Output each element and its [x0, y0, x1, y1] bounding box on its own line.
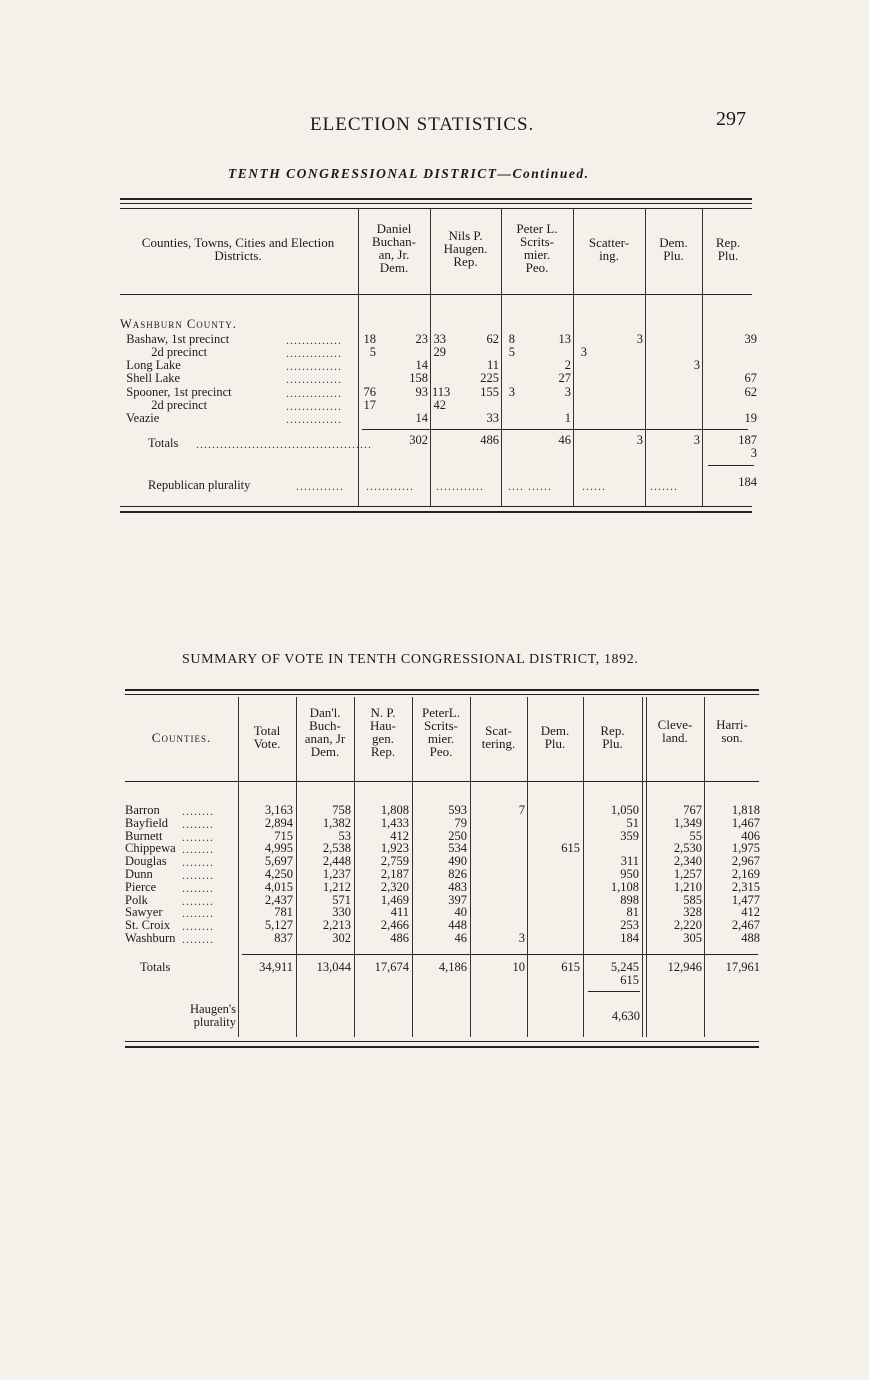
cell-rep: 33 [486, 411, 499, 425]
running-title: ELECTION STATISTICS. [310, 114, 535, 135]
cell-cleveland: 1,257 [673, 867, 702, 881]
leader-dots: .............. [286, 386, 342, 400]
cell-peo: 490 [448, 854, 467, 869]
cell-dem: 1,382 [322, 815, 351, 830]
total-scat: 3 [636, 433, 643, 447]
cell-rep: 412 [390, 828, 409, 843]
total-scattering: 10 [512, 960, 525, 974]
cell-harrison: 2,967 [731, 854, 760, 869]
cell-rep: 2,187 [380, 867, 409, 881]
total-dem: 302 [409, 433, 428, 447]
cell-harrison: 488 [741, 931, 760, 945]
cell-dem: 2,448 [322, 854, 351, 869]
table-bottom-rule-thick [120, 511, 752, 513]
summary-head-rule [125, 781, 759, 782]
cell-total-vote: 4,015 [264, 879, 293, 894]
cell-peo: 250 [448, 828, 467, 843]
cell-total-vote: 837 [274, 931, 293, 945]
leader-dots: .............. [286, 412, 342, 426]
column-header: Nils P. Haugen. Rep. [443, 228, 488, 269]
total-cleveland: 12,946 [667, 960, 702, 974]
cell-rep-plu: 1,050 [610, 803, 639, 817]
cell-rep-sub: 29 [433, 345, 446, 359]
total-dem-plu: 615 [561, 960, 580, 974]
cell-county: Douglas [125, 854, 167, 869]
cell-scat: 3 [636, 332, 643, 346]
row-label: 2d precinct [120, 398, 208, 412]
cell-dem-sub: 76 [363, 385, 376, 399]
cell-dem: 1,212 [322, 879, 351, 894]
cell-cleveland: 2,530 [673, 841, 702, 856]
cell-rep: 155 [480, 385, 499, 399]
cell-cleveland: 585 [683, 892, 702, 907]
cell-harrison: 1,467 [731, 815, 760, 830]
cell-rep: 486 [390, 931, 409, 945]
summary-bottom-rule-thick [125, 1046, 759, 1048]
cell-cleveland: 305 [683, 931, 702, 945]
total-dem: 13,044 [316, 960, 351, 974]
cell-dem-sub: 17 [363, 398, 376, 412]
cell-total-vote: 4,995 [264, 841, 293, 856]
column-header: Harri- son. [716, 717, 748, 745]
cell-county: Sawyer [125, 905, 163, 920]
total-peo: 46 [558, 433, 571, 447]
cell-county: Dunn [125, 867, 153, 881]
cell-harrison: 2,315 [731, 879, 760, 894]
cell-harrison: 2,169 [731, 867, 760, 881]
leader-dots: .............. [286, 399, 342, 413]
cell-harrison: 406 [741, 828, 760, 843]
page-header [0, 108, 869, 138]
cell-rep: 225 [480, 371, 499, 385]
leader-dots: ........ [182, 804, 214, 818]
cell-dem: 330 [332, 905, 351, 920]
row-label: Veazie [120, 411, 160, 425]
table-bottom-rule [120, 506, 752, 507]
cell-total-vote: 5,127 [264, 918, 293, 933]
summary-rep-plu-rule [588, 991, 640, 992]
summary-top-rule-inner [125, 694, 759, 695]
leader-dots: ........ [182, 829, 214, 844]
cell-scattering: 3 [518, 931, 525, 945]
column-header: Total Vote. [253, 723, 281, 751]
section-title: TENTH CONGRESSIONAL DISTRICT—Continued. [228, 166, 590, 181]
summary-totals-rule [242, 954, 758, 955]
cell-county: Polk [125, 892, 148, 907]
rep-plu-rule [708, 465, 754, 466]
cell-rep: 11 [486, 358, 499, 372]
cell-county: Burnett [125, 828, 163, 843]
total-peo: 4,186 [438, 960, 467, 974]
cell-scat-sub: 3 [580, 345, 587, 359]
total-rep: 17,674 [374, 960, 409, 974]
cell-rep: 2,320 [380, 879, 409, 894]
cell-rep-plu: 359 [620, 828, 639, 843]
cell-dem: 14 [415, 411, 428, 425]
cell-rep-plu: 950 [620, 867, 639, 881]
cell-dem: 2,538 [322, 841, 351, 856]
cell-total-vote: 781 [274, 905, 293, 920]
col-divider [704, 697, 705, 1037]
cell-county: St. Croix [125, 918, 171, 933]
summary-bottom-rule [125, 1041, 759, 1042]
cell-dem: 158 [409, 371, 428, 385]
cell-dem: 1,237 [322, 867, 351, 881]
leader-dots: ........ [182, 906, 214, 921]
cell-cleveland: 1,349 [673, 815, 702, 830]
summary-title: SUMMARY OF VOTE IN TENTH CONGRESSIONAL DISTRICT, 1892. [182, 652, 639, 667]
cell-county: Chippewa [125, 841, 176, 856]
cell-rep: 411 [390, 905, 409, 920]
plurality-value: 184 [738, 475, 757, 489]
cell-peo: 483 [448, 879, 467, 894]
column-header: PeterL. Scrits- mier. Peo. [422, 705, 460, 759]
cell-dem-plu: 615 [561, 841, 580, 856]
cell-dem: 23 [415, 332, 428, 346]
cell-dem: 758 [332, 803, 351, 817]
cell-rep: 1,433 [380, 815, 409, 830]
leader-dots: ............................................ [196, 437, 372, 451]
leader-dots: ........ [182, 919, 214, 934]
cell-cleveland: 2,340 [673, 854, 702, 869]
col-divider [646, 697, 647, 1037]
leader-dots: ........ [182, 932, 214, 946]
leader-dots: .... ...... [508, 479, 552, 493]
cell-peo: 593 [448, 803, 467, 817]
cell-rep: 2,466 [380, 918, 409, 933]
leader-dots: ...... [582, 479, 606, 493]
table-head-rule [120, 208, 752, 209]
cell-cleveland: 55 [689, 828, 702, 843]
cell-peo-sub: 3 [508, 385, 515, 399]
cell-harrison: 1,975 [731, 841, 760, 856]
county-heading: Washburn County. [120, 317, 237, 331]
cell-rep-plu: 1,108 [610, 879, 639, 894]
cell-peo: 13 [558, 332, 571, 346]
cell-rep-plu: 81 [626, 905, 639, 920]
cell-rep-plu: 62 [744, 385, 757, 399]
cell-cleveland: 2,220 [673, 918, 702, 933]
cell-peo: 40 [454, 905, 467, 920]
cell-dem-sub: 5 [369, 345, 376, 359]
cell-peo-sub: 5 [508, 345, 515, 359]
cell-rep: 62 [486, 332, 499, 346]
cell-harrison: 2,467 [731, 918, 760, 933]
cell-dem: 14 [415, 358, 428, 372]
cell-rep-plu: 39 [744, 332, 757, 346]
cell-rep-plu: 898 [620, 892, 639, 907]
table-head-bottom-rule [120, 294, 752, 295]
leader-dots: ........ [182, 893, 214, 908]
cell-peo: 826 [448, 867, 467, 881]
cell-total-vote: 3,163 [264, 803, 293, 817]
column-header: Counties, Towns, Cities and Election Districts. [141, 235, 335, 263]
column-header: Scat- tering. [481, 723, 516, 751]
cell-peo: 2 [564, 358, 571, 372]
cell-scattering: 7 [518, 803, 525, 817]
cell-total-vote: 5,697 [264, 854, 293, 869]
plurality-label: Republican plurality [148, 478, 251, 492]
column-header: Peter L. Scrits- mier. Peo. [516, 221, 558, 275]
leader-dots: ............ [366, 479, 414, 493]
leader-dots: ........ [182, 842, 214, 857]
cell-county: Barron [125, 803, 160, 817]
cell-dem-sub: 18 [363, 332, 376, 346]
cell-dem: 53 [338, 828, 351, 843]
cell-harrison: 1,818 [731, 803, 760, 817]
cell-peo: 448 [448, 918, 467, 933]
summary-top-rule [125, 689, 759, 691]
total-dem-plu: 3 [693, 433, 700, 447]
total-rep-plu-less: 615 [620, 973, 639, 987]
column-header: Dem. Plu. [659, 235, 688, 263]
column-header: Scatter- ing. [588, 235, 630, 263]
cell-dem: 302 [332, 931, 351, 945]
cell-county: Washburn [125, 931, 176, 945]
leader-dots: ........ [182, 880, 214, 895]
leader-dots: ........ [182, 868, 214, 882]
summary-plurality-label: Haugen's plurality [190, 1002, 236, 1029]
cell-harrison: 412 [741, 905, 760, 920]
cell-rep-plu: 51 [626, 815, 639, 830]
row-label: Spooner, 1st precinct [120, 385, 232, 399]
table-top-rule-inner [120, 203, 752, 204]
cell-dem-plu: 3 [693, 358, 700, 372]
leader-dots: ............ [296, 479, 344, 493]
column-header: Cleve- land. [657, 717, 693, 745]
cell-rep: 1,808 [380, 803, 409, 817]
column-header: Rep. Plu. [600, 723, 625, 751]
col-divider [642, 697, 643, 1037]
column-header: Dem. Plu. [540, 723, 570, 751]
cell-rep-plu: 19 [744, 411, 757, 425]
totals-label: Totals [148, 436, 179, 450]
cell-rep-sub: 113 [432, 385, 451, 399]
leader-dots: .............. [286, 372, 342, 386]
cell-rep-sub: 33 [433, 332, 446, 346]
page-number: 297 [716, 108, 746, 130]
cell-county: Pierce [125, 879, 157, 894]
column-header: Daniel Buchan- an, Jr. Dem. [371, 221, 417, 275]
column-header: N. P. Hau- gen. Rep. [370, 705, 396, 759]
cell-rep: 1,469 [380, 892, 409, 907]
leader-dots: .............. [286, 346, 342, 360]
cell-peo-sub: 8 [508, 332, 515, 346]
leader-dots: ........ [182, 816, 214, 831]
cell-total-vote: 715 [274, 828, 293, 843]
cell-rep-plu: 184 [620, 931, 639, 945]
cell-rep-sub: 42 [433, 398, 446, 412]
cell-cleveland: 767 [683, 803, 702, 817]
total-rep-plu: 187 [738, 433, 757, 447]
cell-county: Bayfield [125, 815, 169, 830]
leader-dots: .............. [286, 359, 342, 373]
cell-peo: 46 [454, 931, 467, 945]
total-harrison: 17,961 [725, 960, 760, 974]
leader-dots: ........ [182, 855, 214, 870]
leader-dots: ............ [436, 479, 484, 493]
cell-dem: 2,213 [322, 918, 351, 933]
total-total-vote: 34,911 [259, 960, 293, 974]
total-rep-plu: 5,245 [610, 960, 639, 974]
leader-dots: ....... [650, 479, 678, 493]
totals-rule [362, 429, 748, 430]
cell-dem: 571 [332, 892, 351, 907]
row-label: Bashaw, 1st precinct [120, 332, 230, 346]
cell-cleveland: 328 [683, 905, 702, 920]
total-rep: 486 [480, 433, 499, 447]
cell-peo: 534 [448, 841, 467, 856]
cell-total-vote: 2,894 [264, 815, 293, 830]
cell-peo: 3 [564, 385, 571, 399]
summary-plurality-value: 4,630 [611, 1009, 640, 1023]
cell-dem: 93 [415, 385, 428, 399]
table-top-rule [120, 198, 752, 200]
column-header: Counties. [151, 730, 212, 745]
cell-rep-plu: 67 [744, 371, 757, 385]
cell-rep-plu: 253 [620, 918, 639, 933]
cell-peo: 27 [558, 371, 571, 385]
row-label: Shell Lake [120, 371, 181, 385]
cell-rep: 2,759 [380, 854, 409, 869]
cell-rep: 1,923 [380, 841, 409, 856]
row-label: Long Lake [120, 358, 181, 372]
column-header: Dan'l. Buch- anan, Jr Dem. [304, 705, 346, 759]
cell-total-vote: 4,250 [264, 867, 293, 881]
cell-peo: 397 [448, 892, 467, 907]
cell-cleveland: 1,210 [673, 879, 702, 894]
leader-dots: .............. [286, 333, 342, 347]
total-rep-plu-less: 3 [750, 446, 757, 460]
cell-harrison: 1,477 [731, 892, 760, 907]
cell-total-vote: 2,437 [264, 892, 293, 907]
row-label: 2d precinct [120, 345, 208, 359]
cell-rep-plu: 311 [620, 854, 639, 869]
cell-peo: 79 [454, 815, 467, 830]
column-header: Rep. Plu. [715, 235, 741, 263]
total-county: Totals [140, 960, 171, 974]
cell-peo: 1 [564, 411, 571, 425]
